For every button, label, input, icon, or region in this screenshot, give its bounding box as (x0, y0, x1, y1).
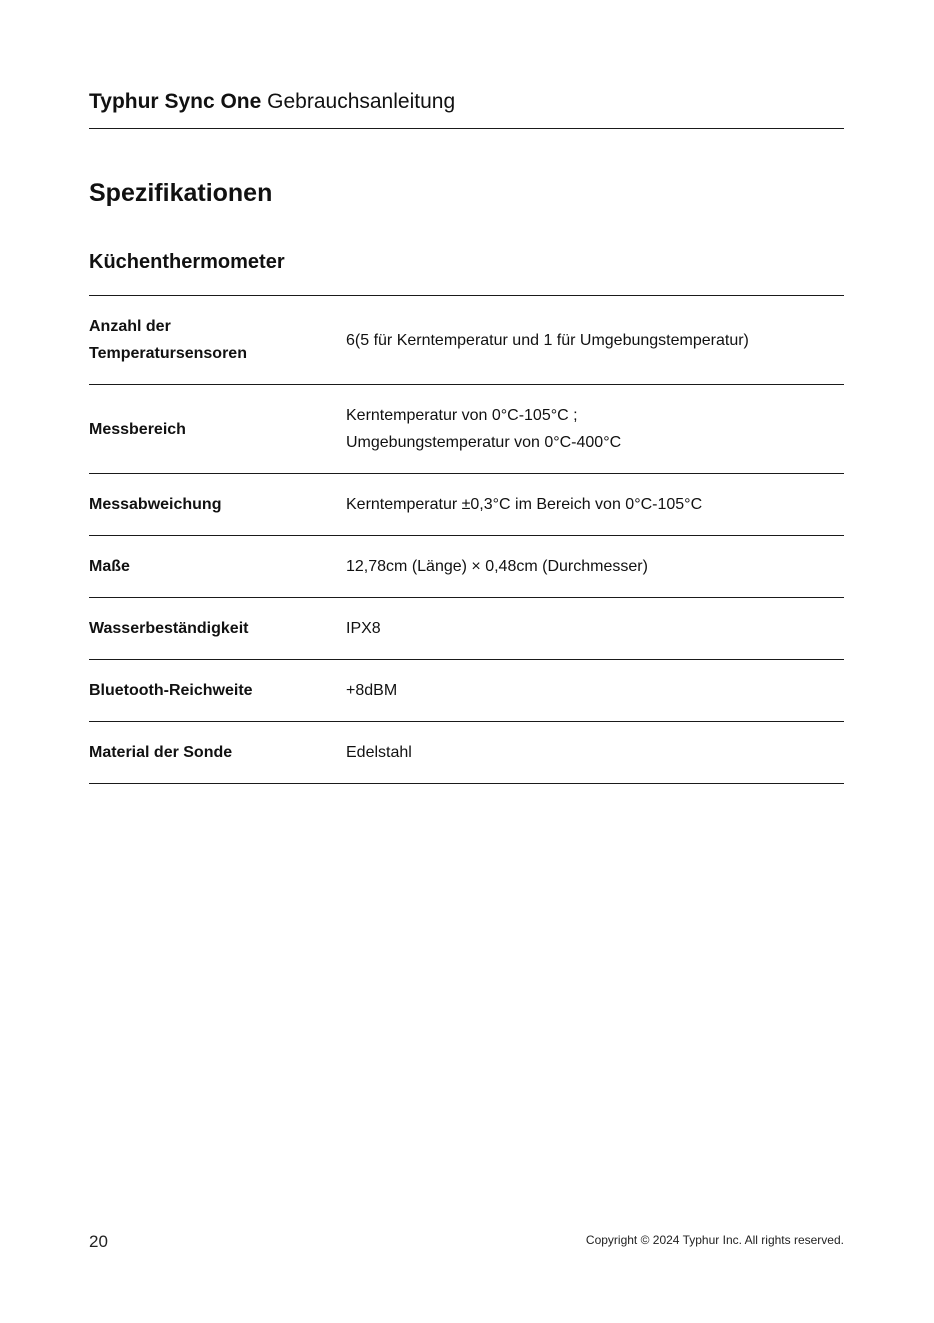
spec-label-line: Maße (89, 558, 130, 575)
spec-value (346, 553, 844, 580)
spec-value (346, 739, 844, 766)
spec-value-line: Umgebungstemperatur von 0°C-400°C (346, 434, 622, 451)
spec-row (89, 598, 844, 660)
spec-label-line: Material der Sonde (89, 744, 233, 761)
spec-value (346, 677, 844, 704)
spec-label (89, 553, 346, 580)
spec-row (89, 385, 844, 474)
spec-label-line: Messabweichung (89, 496, 222, 513)
spec-value-line: 12,78cm (Länge) × 0,48cm (Durchmesser) (346, 558, 648, 575)
spec-value-line: Edelstahl (346, 744, 412, 761)
spec-table (89, 295, 844, 784)
spec-label (89, 313, 346, 367)
spec-row (89, 474, 844, 536)
spec-label-line: Wasserbeständigkeit (89, 620, 249, 637)
spec-label-line: Anzahl der (89, 318, 171, 335)
product-name: Typhur Sync One (89, 90, 262, 113)
spec-value (346, 327, 844, 354)
subsection-title: Küchenthermometer (89, 251, 285, 273)
spec-label-line: Temperatursensoren (89, 345, 247, 362)
header-divider (89, 128, 844, 129)
spec-label (89, 416, 346, 443)
spec-value-line: 6(5 für Kerntemperatur und 1 für Umgebungstemperatur) (346, 331, 749, 349)
spec-value (346, 491, 844, 518)
spec-label-line: Bluetooth-Reichweite (89, 682, 253, 699)
spec-label-line: Messbereich (89, 420, 186, 438)
spec-row (89, 722, 844, 784)
copyright-notice: Copyright © 2024 Typhur Inc. All rights reserved. (585, 1233, 844, 1247)
spec-value (346, 615, 844, 642)
spec-label (89, 491, 346, 518)
spec-value (346, 402, 844, 456)
spec-value-line: Kerntemperatur von 0°C-105°C ; (346, 407, 578, 424)
spec-value-line: Kerntemperatur ±0,3°C im Bereich von 0°C-105°C (346, 496, 703, 513)
document-header (89, 88, 844, 116)
spec-row (89, 536, 844, 598)
spec-value-line: IPX8 (346, 620, 381, 637)
spec-label (89, 739, 346, 766)
spec-value-line: +8dBM (346, 682, 398, 699)
document-type: Gebrauchsanleitung (267, 90, 456, 113)
spec-row (89, 660, 844, 722)
page-number: 20 (89, 1232, 108, 1251)
section-title: Spezifikationen (89, 179, 273, 207)
spec-row (89, 296, 844, 385)
spec-label (89, 677, 346, 704)
spec-label (89, 615, 346, 642)
